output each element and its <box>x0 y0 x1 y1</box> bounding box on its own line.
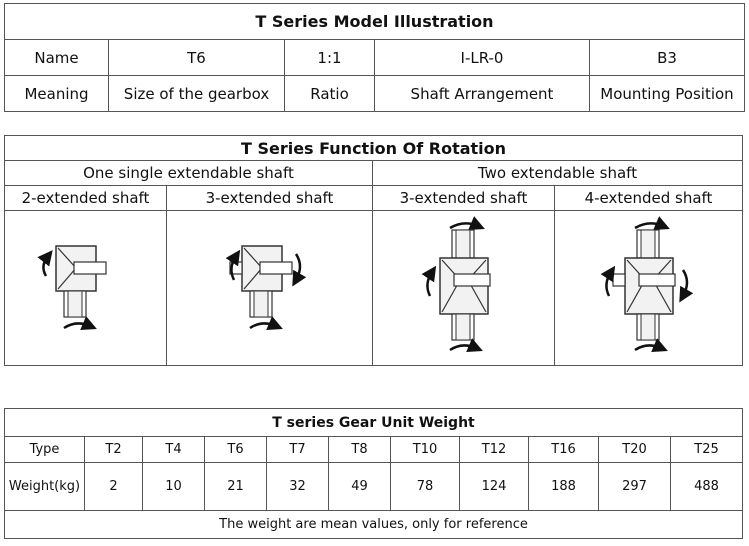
cell-ratio-code: 1:1 <box>285 40 375 76</box>
weight-cell: 488 <box>671 463 743 511</box>
type-cell: T8 <box>329 437 391 463</box>
weight-label: Weight(kg) <box>5 463 85 511</box>
weight-cell: 21 <box>205 463 267 511</box>
type-cell: T16 <box>529 437 599 463</box>
weight-cell: 297 <box>599 463 671 511</box>
gearbox-3-extended-a-diagram <box>220 236 320 336</box>
weight-cell: 188 <box>529 463 599 511</box>
gear-unit-weight-table <box>4 408 743 539</box>
diagram-cell-3-extended-b <box>373 211 555 366</box>
weight-cell: 32 <box>267 463 329 511</box>
cell-shaft-code: I-LR-0 <box>375 40 590 76</box>
gearbox-2-extended-diagram <box>36 236 136 336</box>
weight-row <box>5 463 743 511</box>
type-cell: T10 <box>391 437 460 463</box>
cell-mounting-code: B3 <box>590 40 745 76</box>
weight-cell: 49 <box>329 463 391 511</box>
cell-mounting-meaning: Mounting Position <box>590 76 745 112</box>
group-single-shaft: One single extendable shaft <box>5 161 373 186</box>
cell-shaft-meaning: Shaft Arrangement <box>375 76 590 112</box>
type-cell: T20 <box>599 437 671 463</box>
cell-name-label: Name <box>5 40 109 76</box>
type-label: Type <box>5 437 85 463</box>
rotation-table-title: T Series Function Of Rotation <box>5 136 743 161</box>
weight-note: The weight are mean values, only for reference <box>5 511 743 539</box>
cell-size-code: T6 <box>109 40 285 76</box>
type-row <box>5 437 743 463</box>
weight-cell: 10 <box>143 463 205 511</box>
weight-cell: 124 <box>460 463 529 511</box>
model-row-name <box>5 40 745 76</box>
cell-ratio-meaning: Ratio <box>285 76 375 112</box>
group-two-shaft: Two extendable shaft <box>373 161 743 186</box>
type-cell: T2 <box>85 437 143 463</box>
gearbox-4-extended-diagram <box>599 216 699 356</box>
weight-cell: 78 <box>391 463 460 511</box>
model-table-title: T Series Model Illustration <box>5 4 745 40</box>
col-3-extended-a: 3-extended shaft <box>167 186 373 211</box>
type-cell: T6 <box>205 437 267 463</box>
type-cell: T4 <box>143 437 205 463</box>
model-row-meaning <box>5 76 745 112</box>
diagram-cell-3-extended-a <box>167 211 373 366</box>
weight-cell: 2 <box>85 463 143 511</box>
type-cell: T7 <box>267 437 329 463</box>
type-cell: T25 <box>671 437 743 463</box>
cell-meaning-label: Meaning <box>5 76 109 112</box>
diagram-cell-2-extended <box>5 211 167 366</box>
cell-size-meaning: Size of the gearbox <box>109 76 285 112</box>
rotation-function-table <box>4 135 743 366</box>
col-2-extended: 2-extended shaft <box>5 186 167 211</box>
col-3-extended-b: 3-extended shaft <box>373 186 555 211</box>
gearbox-3-extended-b-diagram <box>414 216 514 356</box>
type-cell: T12 <box>460 437 529 463</box>
model-illustration-table <box>4 3 745 112</box>
col-4-extended: 4-extended shaft <box>555 186 743 211</box>
weight-table-title: T series Gear Unit Weight <box>5 409 743 437</box>
diagram-cell-4-extended <box>555 211 743 366</box>
